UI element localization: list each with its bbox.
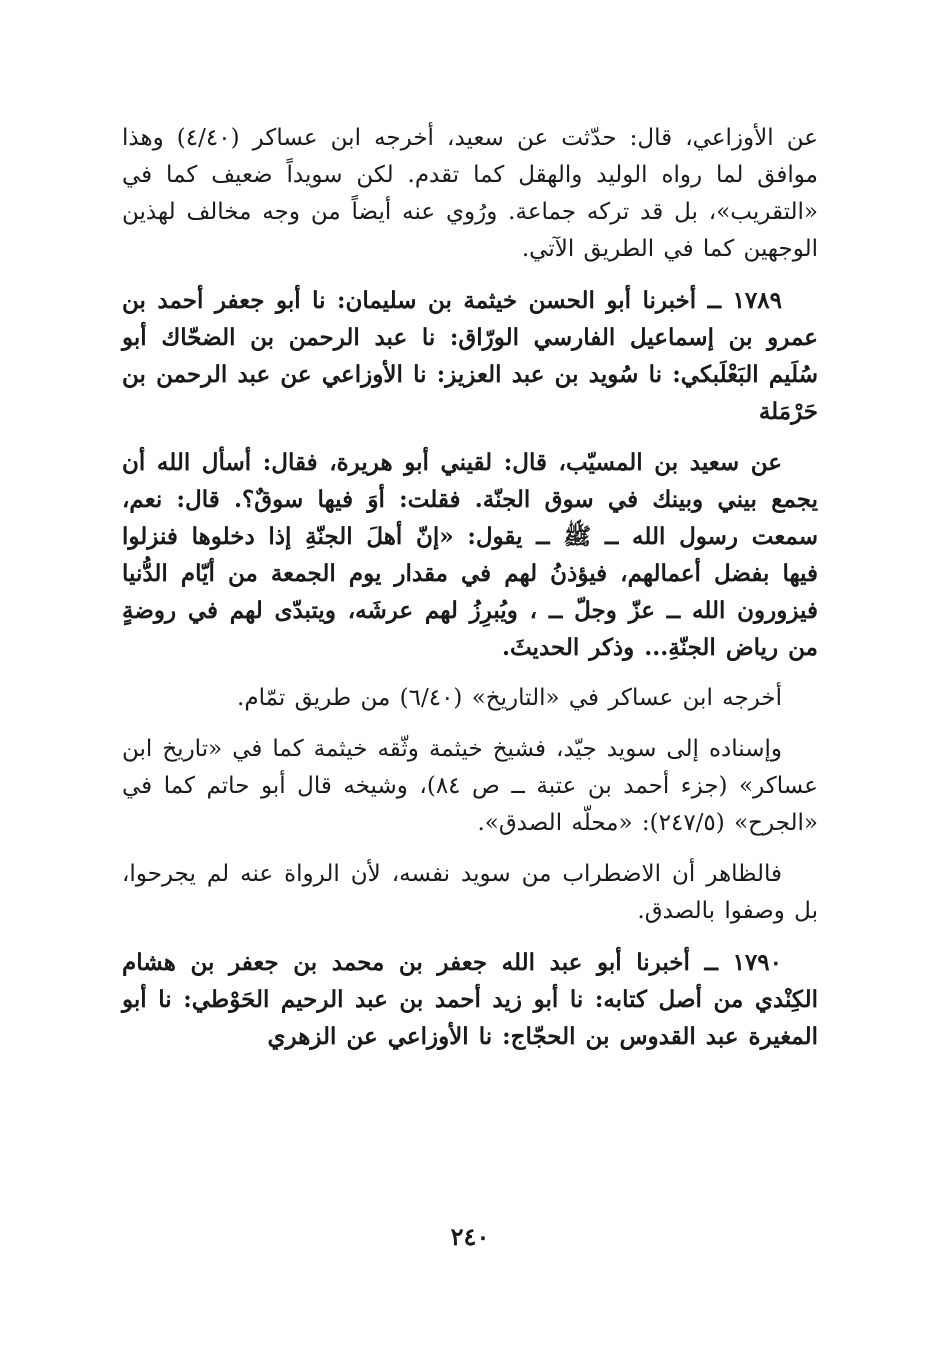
page-number: ٢٤٠ [450, 1222, 490, 1251]
hadith-1790-isnad: ١٧٩٠ ــ أخبرنا أبو عبد الله جعفر بن محمد بن جعفر بن هشام الكِنْدي من أصل كتابه: نا أبو زيد أحمد بن عبد الرحيم الحَوْطي: نا أبو المغيرة عبد القدوس بن الحجّاج: نا الأوزاعي عن الزهري [122, 949, 818, 1050]
commentary-paragraph-1: عن الأوزاعي، قال: حدّثت عن سعيد، أخرجه ابن عساكر (٤/٤٠) وهذا موافق لما رواه الوليد والهقل كما تقدم. لكن سويداً ضعيف كما في «التقريب»، بل قد تركه جماعة. ورُوي عنه أيضاً من وجه مخالف لهذين الوجهين كما في الطريق الآتي. [122, 125, 818, 262]
hadith-1789-matn: عن سعيد بن المسيّب، قال: لقيني أبو هريرة، فقال: أسأل الله أن يجمع بيني وبينك في سوق الجنّة. فقلت: أوَ فيها سوقٌ؟. قال: نعم، سمعت رسول الله ــ ﷺ ــ يقول: «إنّ أهلَ الجنّةِ إذا دخلوها فنزلوا فيها بفضل أعمالهم، فيؤذنُ لهم في مقدار يوم الجمعة من أيّام الدُّنيا فيزورون الله ــ عزّ وجلّ ــ ، ويُبرِزُ لهم عرشَه، ويتبدّى لهم في روضةٍ من رياض الجنّةِ... وذكر الحديثَ. [122, 449, 818, 661]
hadith-1789-isnad: ١٧٨٩ ــ أخبرنا أبو الحسن خيثمة بن سليمان: نا أبو جعفر أحمد بن عمرو بن إسماعيل الفارسي الورّاق: نا عبد الرحمن بن الضحّاك أبو سُلَيم البَعْلَبكي: نا سُويد بن عبد العزيز: نا الأوزاعي عن عبد الرحمن بن حَرْمَلة [122, 287, 818, 425]
conclusion-paragraph: فالظاهر أن الاضطراب من سويد نفسه، لأن الرواة عنه لم يجرحوا، بل وصفوا بالصدق. [122, 861, 818, 924]
isnad-assessment-paragraph: وإسناده إلى سويد جيّد، فشيخ خيثمة وثّقه خيثمة كما في «تاريخ ابن عساكر» (جزء أحمد بن عتبة ــ ص ٨٤)، وشيخه قال أبو حاتم كما في «الجرح» (٢٤٧/٥): «محلّه الصدق». [122, 736, 818, 836]
takhrij-paragraph: أخرجه ابن عساكر في «التاريخ» (٦/٤٠) من طريق تمّام. [237, 685, 782, 711]
